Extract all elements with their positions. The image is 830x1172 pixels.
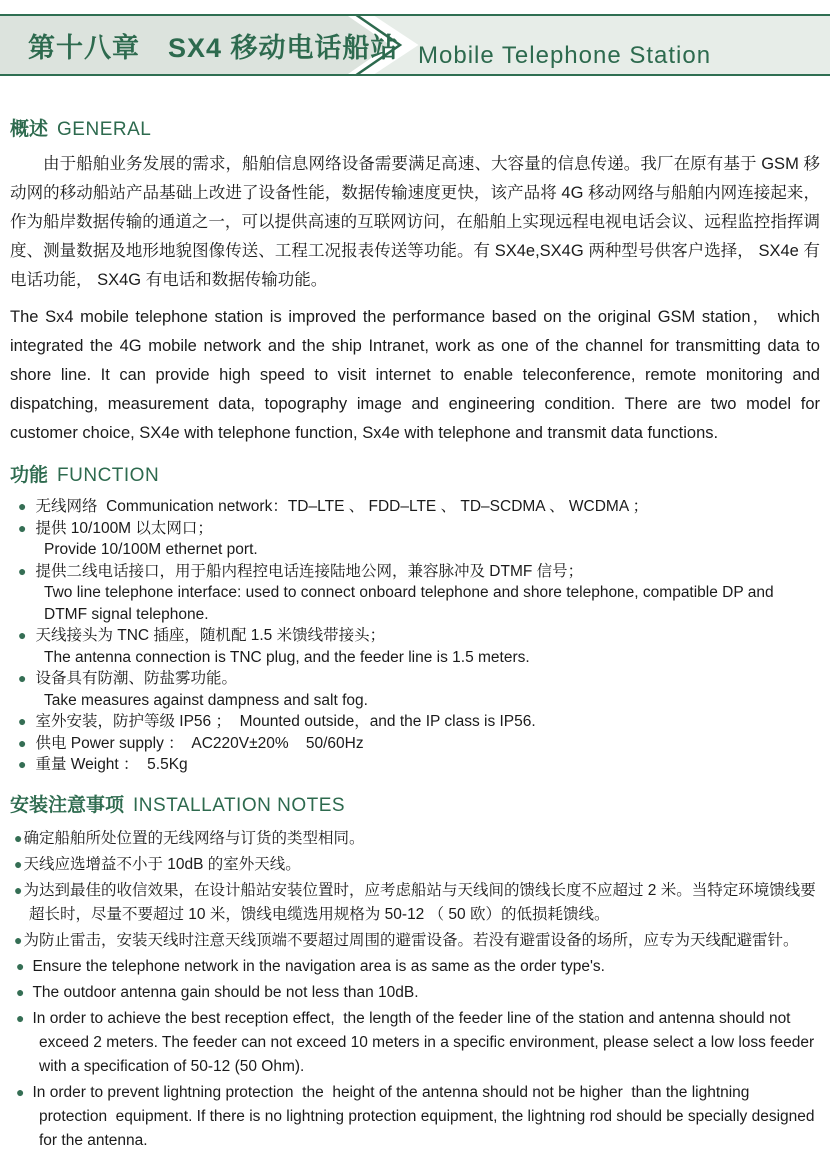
list-item bbox=[18, 625, 820, 668]
item-text-en: Provide 10/100M ethernet port. bbox=[44, 541, 258, 558]
heading-cn: 安装注意事项 bbox=[10, 794, 125, 816]
section-general-heading bbox=[10, 118, 820, 142]
chapter-number: 第十八章 bbox=[28, 32, 140, 63]
heading-cn: 概述 bbox=[10, 119, 49, 140]
general-paragraph-cn: 由于船舶业务发展的需求，船舶信息网络设备需要满足高速、大容量的信息传递。我厂在原有基于 GSM 移动网的移动船站产品基础上改进了设备性能，数据传输速度更快，该产品将 4G 移动网络与船舶内网连接起来，作为船岸数据传输的通道之一，可以提供高速的互联网访问，在船舶上实现远程电视电话会议、远程监控指挥调度、测量数据及地形地貌图像传送、工程工况报表传送等功能。有 SX4e,SX4G 两种型号供客户选择， SX4e 有电话功能， SX4G 有电话和数据传输功能。 bbox=[10, 155, 820, 289]
catalog-page bbox=[0, 14, 830, 1172]
bullet-icon: ● bbox=[18, 498, 27, 514]
list-item bbox=[18, 733, 820, 755]
list-item bbox=[18, 711, 820, 733]
chapter-name-cn: SX4 移动电话船站 bbox=[168, 32, 399, 63]
item-text: The outdoor antenna gain should be not less than 10dB. bbox=[32, 983, 419, 1001]
chapter-title bbox=[28, 16, 399, 74]
bullet-icon: ● bbox=[18, 713, 27, 729]
list-item bbox=[18, 496, 820, 518]
bullet-icon: ● bbox=[14, 829, 23, 846]
item-text: 为防止雷击，安装天线时注意天线顶端不要超过周围的避雷设备。若没有避雷设备的场所，应专为天线配避雷针。 bbox=[23, 931, 799, 949]
item-text-en: Two line telephone interface: used to connect onboard telephone and shore telephone, compatible DP and DTMF signal telephone. bbox=[44, 584, 778, 623]
item-text: 确定船舶所处位置的无线网络与订货的类型相同。 bbox=[23, 829, 365, 847]
bullet-icon: ● bbox=[18, 627, 27, 643]
item-text-en: The antenna connection is TNC plug, and the feeder line is 1.5 meters. bbox=[44, 648, 530, 666]
general-paragraph-en: The Sx4 mobile telephone station is improved the performance based on the original GSM station， which integrated the 4G mobile network and the ship Intranet, work as one of the channel for transmitting data to shore line. It can provide high speed to visit internet to enable teleconference, remote monitoring and dispatching, measurement data, topography image and engineering condition. There are two model for customer choice, SX4e with telephone function, Sx4e with telephone and transmit data functions. bbox=[10, 308, 820, 442]
function-list bbox=[10, 496, 820, 776]
bullet-icon: ● bbox=[14, 855, 23, 872]
list-item bbox=[14, 826, 820, 851]
bullet-icon: ● bbox=[18, 562, 27, 579]
item-text: 重量 Weight ： 5.5Kg bbox=[35, 756, 188, 773]
bullet-icon: ● bbox=[18, 734, 27, 751]
bullet-icon: ● bbox=[16, 957, 25, 974]
page-content bbox=[0, 118, 830, 1153]
bullet-icon: ● bbox=[16, 1009, 25, 1026]
bullet-icon: ● bbox=[14, 881, 23, 898]
bullet-icon: ● bbox=[16, 983, 25, 1000]
heading-cn: 功能 bbox=[10, 465, 49, 486]
list-item bbox=[16, 954, 820, 979]
list-item bbox=[14, 878, 820, 927]
item-text: 天线应选增益不小于 10dB 的室外天线。 bbox=[23, 855, 301, 873]
item-text: 无线网络 Communication network：TD–LTE 、 FDD–LTE 、 TD–SCDMA 、 WCDMA ； bbox=[35, 498, 649, 515]
bullet-icon: ● bbox=[18, 756, 27, 772]
item-text: In order to achieve the best reception effect, the length of the feeder line of the station and antenna should not exceed 2 meters. The feeder can not exceed 10 meters in a specific environment, please select a low loss feeder with a specification of 50-12 (50 Ohm). bbox=[32, 1009, 819, 1075]
list-item bbox=[18, 754, 820, 776]
bullet-icon: ● bbox=[18, 519, 27, 536]
installation-list bbox=[10, 826, 820, 1153]
item-text: In order to prevent lightning protection the height of the antenna should not be higher than the lightning protection equipment. If there is no lightning protection equipment, the lightning rod should be specially designed for the antenna. bbox=[32, 1083, 819, 1149]
bullet-icon: ● bbox=[18, 670, 27, 686]
heading-en: GENERAL bbox=[57, 119, 152, 140]
list-item bbox=[18, 518, 820, 561]
list-item bbox=[16, 1080, 820, 1153]
chapter-banner bbox=[0, 14, 830, 76]
list-item bbox=[16, 980, 820, 1005]
item-text: Ensure the telephone network in the navigation area is as same as the order type's. bbox=[32, 957, 605, 975]
section-installation-heading bbox=[10, 794, 820, 818]
heading-en: INSTALLATION NOTES bbox=[133, 794, 346, 816]
item-text: 室外安装，防护等级 IP56 ； Mounted outside，and the IP class is IP56. bbox=[35, 713, 536, 730]
item-text: 供电 Power supply ： AC220V±20% 50/60Hz bbox=[35, 734, 364, 752]
item-text: 为达到最佳的收信效果，在设计船站安装位置时，应考虑船站与天线间的馈线长度不应超过 2 米。当特定环境馈线要超长时，尽量不要超过 10 米，馈线电缆选用规格为 50-12 （ 50 欧）的低损耗馈线。 bbox=[23, 881, 816, 923]
heading-en: FUNCTION bbox=[57, 465, 160, 486]
list-item bbox=[16, 1006, 820, 1079]
bullet-icon: ● bbox=[16, 1083, 25, 1100]
list-item bbox=[18, 561, 820, 626]
list-item bbox=[18, 668, 820, 711]
chapter-name-en: Mobile Telephone Station bbox=[418, 42, 712, 69]
section-function-heading bbox=[10, 464, 820, 488]
list-item bbox=[14, 928, 820, 953]
item-text: 设备具有防潮、防盐雾功能。 bbox=[35, 670, 237, 687]
item-text-en: Take measures against dampness and salt fog. bbox=[44, 691, 368, 709]
list-item bbox=[14, 852, 820, 877]
item-text: 天线接头为 TNC 插座，随机配 1.5 米馈线带接头； bbox=[35, 627, 386, 644]
item-text: 提供二线电话接口，用于船内程控电话连接陆地公网，兼容脉冲及 DTMF 信号； bbox=[35, 562, 584, 580]
bullet-icon: ● bbox=[14, 931, 23, 948]
item-text: 提供 10/100M 以太网口； bbox=[35, 519, 213, 537]
